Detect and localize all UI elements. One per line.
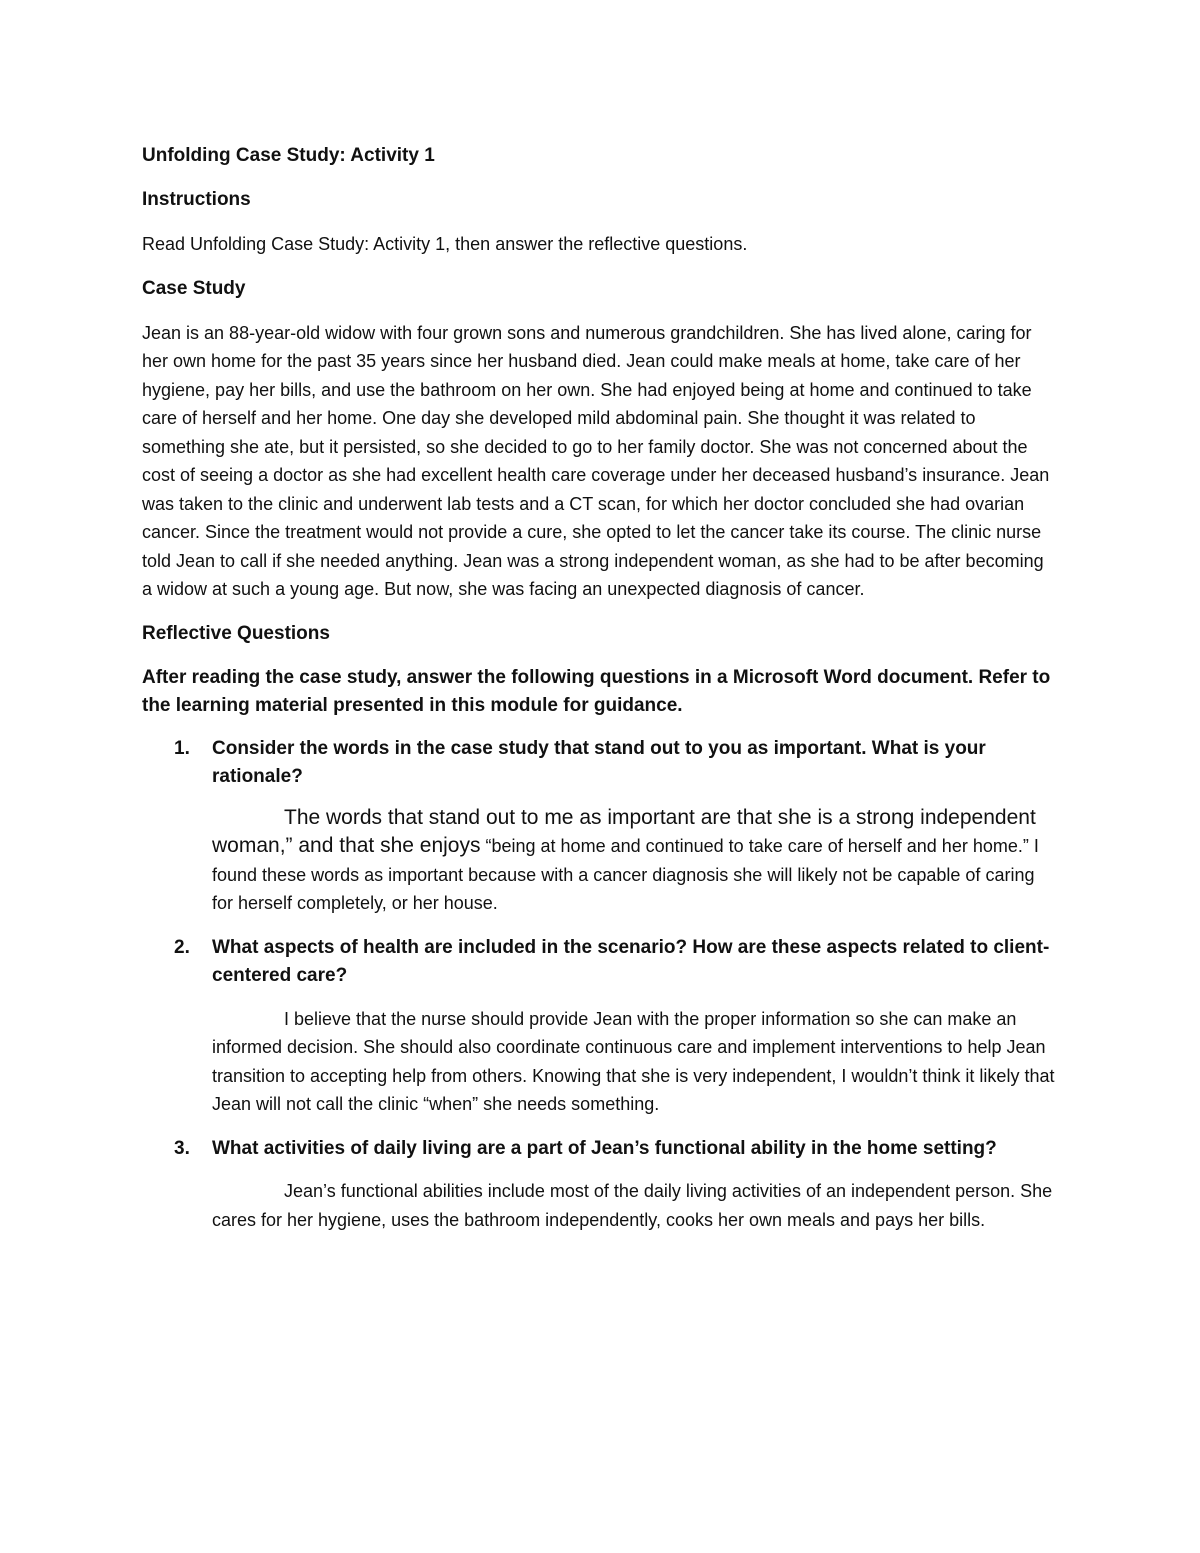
question-header: [142, 934, 1058, 991]
question-text: What activities of daily living are a part of Jean’s functional ability in the home setting?: [212, 1137, 997, 1159]
question-text: Consider the words in the case study that stand out to you as important. What is your rationale?: [212, 737, 986, 787]
question-header: [142, 1135, 1058, 1164]
answer-lead: The words that stand out to me as important are that she is a strong independent woman,” and that she enjoys: [212, 805, 1036, 857]
answer-text: [212, 804, 1058, 918]
question-text: What aspects of health are included in the scenario? How are these aspects related to client-centered care?: [212, 936, 1050, 986]
answer-rest: “being at home and continued to take care of herself and her home.” I found these words as important because with a cancer diagnosis she will likely not be capable of caring for herself completely, or her house.: [212, 836, 1039, 913]
reflective-prompt: After reading the case study, answer the following questions in a Microsoft Word document. Refer to the learning material presented in this module for guidance.: [142, 666, 1051, 716]
document-body: [142, 142, 1058, 1250]
question-number: 1.: [174, 737, 190, 759]
reflective-questions-heading: Reflective Questions: [142, 622, 330, 644]
question-number: 3.: [174, 1137, 190, 1159]
question-item-1: [142, 735, 1058, 918]
instructions-heading: Instructions: [142, 189, 251, 210]
question-number: 2.: [174, 936, 190, 958]
question-item-2: [142, 934, 1058, 1119]
answer-text: I believe that the nurse should provide Jean with the proper information so she can make an informed decision. She should also coordinate continuous care and implement interventions to help Jean transition to accepting help from others. Knowing that she is very independent, I wouldn’t think it likely that Jean will not call the clinic “when” she needs something.: [212, 1008, 1055, 1114]
document-title: Unfolding Case Study: Activity 1: [142, 145, 435, 166]
question-list: [142, 735, 1058, 1235]
answer-text: Jean’s functional abilities include most of the daily living activities of an independent person. She cares for her hygiene, uses the bathroom independently, cooks her own meals and pays her bills.: [212, 1181, 1053, 1230]
question-item-3: [142, 1135, 1058, 1235]
case-study-heading: Case Study: [142, 277, 246, 299]
instructions-text: Read Unfolding Case Study: Activity 1, then answer the reflective questions.: [142, 234, 748, 254]
question-header: [142, 735, 1058, 792]
case-study-text: Jean is an 88-year-old widow with four grown sons and numerous grandchildren. She has lived alone, caring for her own home for the past 35 years since her husband died. Jean could make meals at home, take care of her hygiene, pay her bills, and use the bathroom on her own. She had enjoyed being at home and continued to take care of herself and her home. One day she developed mild abdominal pain. She thought it was related to something she ate, but it persisted, so she decided to go to her family doctor. She was not concerned about the cost of seeing a doctor as she had excellent health care coverage under her deceased husband’s insurance. Jean was taken to the clinic and underwent lab tests and a CT scan, for which her doctor concluded she had ovarian cancer. Since the treatment would not provide a cure, she opted to let the cancer take its course. The clinic nurse told Jean to call if she needed anything. Jean was a strong independent woman, as she had to be after becoming a widow at such a young age. But now, she was facing an unexpected diagnosis of cancer.: [142, 322, 1050, 599]
